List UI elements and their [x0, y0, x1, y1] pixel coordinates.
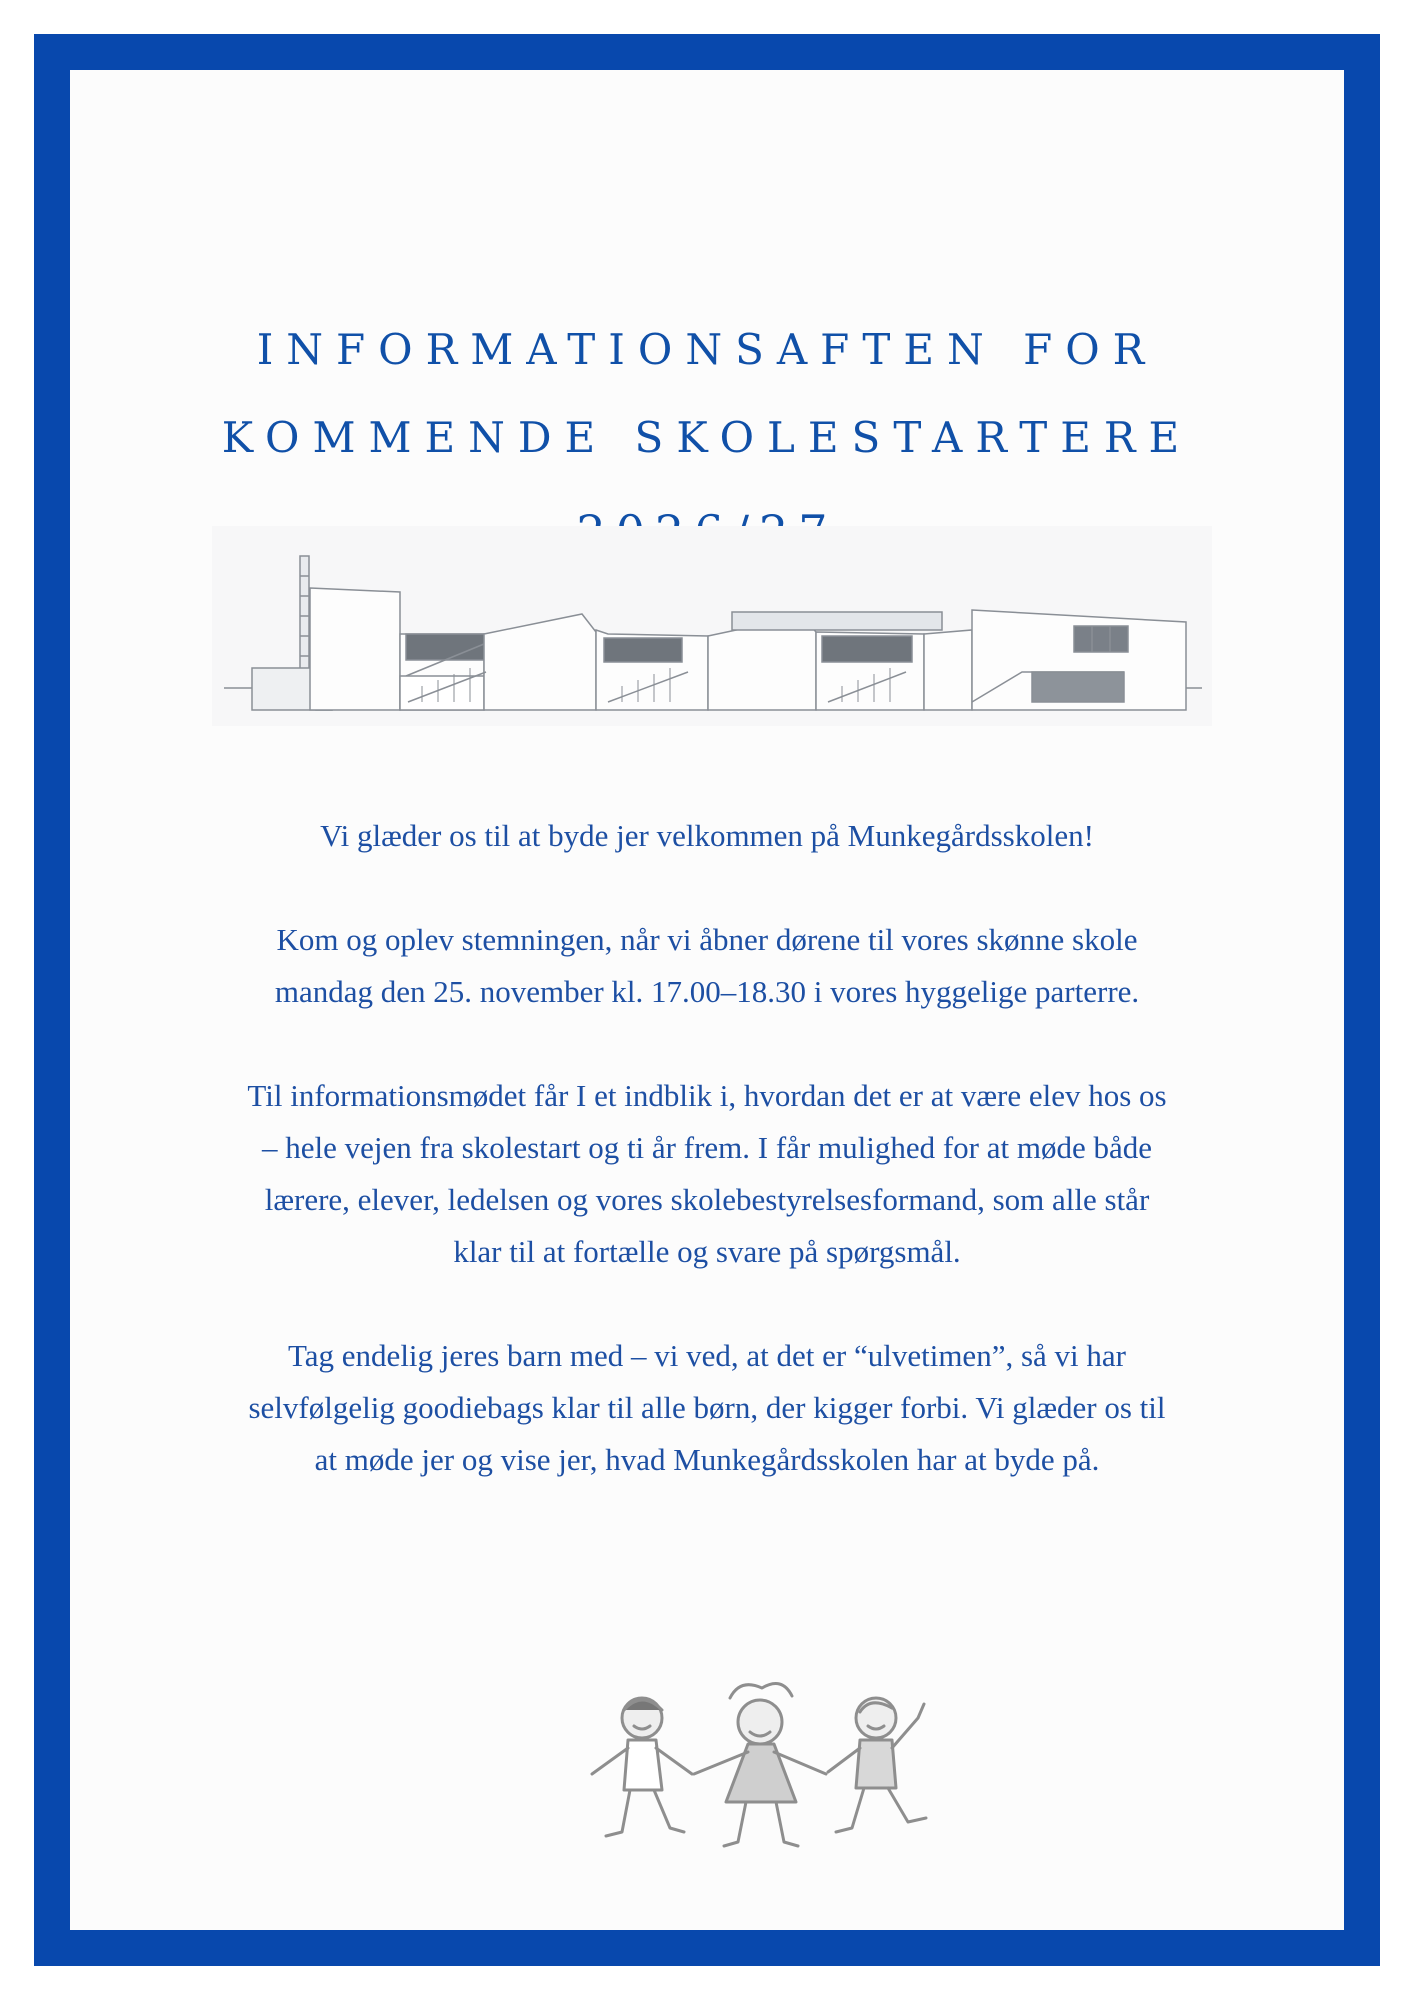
event-paragraph: Kom og oplev stemningen, når vi åbner dørene til vores skønne skole mandag den 25. november kl. 17.00–18.30 i vores hyggelige parterre. — [274, 922, 1140, 1009]
meeting-paragraph: Til informationsmødet får I et indblik i, hvordan det er at være elev hos os – hele vejen fra skolestart og ti år frem. I får mulighed for at møde både lærere, elever, ledelsen og vores skolebestyrelsesformand, som alle står klar til at fortælle og svare på spørgsmål. — [247, 1078, 1167, 1269]
children-paragraph: Tag endelig jeres barn med – vi ved, at det er “ulvetimen”, så vi har selvfølgelig goodiebags klar til alle børn, der kigger forbi. Vi glæder os til at møde jer og vise jer, hvad Munkegårdsskolen har at byde på. — [248, 1338, 1166, 1477]
page-border — [34, 34, 1380, 1966]
welcome-paragraph: Vi glæder os til at byde jer velkommen på Munkegårdsskolen! — [320, 818, 1094, 853]
title-line-2: KOMMENDE SKOLESTARTERE — [221, 413, 1193, 462]
invitation-text — [240, 810, 1174, 1538]
title-line-1: INFORMATIONSAFTEN FOR — [256, 325, 1158, 374]
page-content — [70, 70, 1344, 1930]
school-building-drawing — [212, 526, 1212, 726]
children-holding-hands-drawing — [570, 1682, 956, 1860]
